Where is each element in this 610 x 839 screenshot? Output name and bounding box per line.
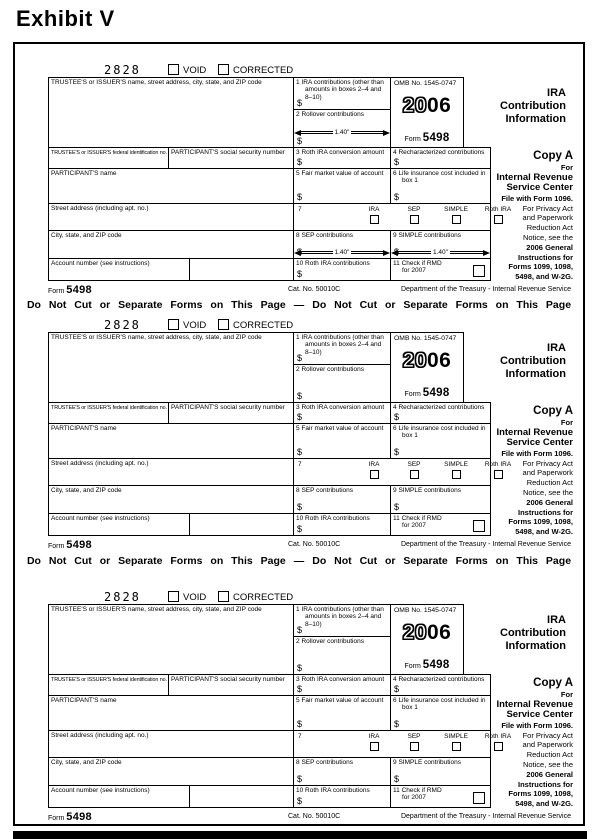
form-title-block: IRA Contribution Information — [500, 87, 566, 125]
do-not-cut-separator: Do Not Cut or Separate Forms on This Page — Do Not Cut or Separate Forms on This Page — [26, 555, 572, 567]
street-address-label: Street address (including apt. no.) — [51, 205, 149, 212]
dollar-sign: $ — [297, 412, 303, 422]
box4-label: 4 Recharacterized contributions — [393, 676, 485, 683]
federal-id-label: TRUSTEE'S or ISSUER'S federal identification no. — [51, 150, 167, 156]
box6-life-insurance-cell — [390, 695, 491, 731]
void-checkbox[interactable] — [168, 591, 179, 602]
participant-name-label: PARTICIPANT'S name — [51, 425, 117, 432]
form-code-row — [15, 318, 583, 331]
box7-account-type-cell — [293, 458, 512, 486]
box10-roth-contributions-cell — [293, 785, 391, 808]
footer-form-number: Form 5498 — [48, 284, 92, 296]
department-line: Department of the Treasury - Internal Revenue Service — [400, 541, 571, 548]
sep-option-label: SEP — [407, 206, 421, 213]
box10-label: 10 Roth IRA contributions — [296, 515, 370, 522]
void-checkbox[interactable] — [168, 319, 179, 330]
box8-label: 8 SEP contributions — [296, 759, 353, 766]
print-code: 2828 — [104, 63, 141, 77]
form-code-row — [15, 590, 583, 603]
dimension-arrow: 1.40" — [294, 249, 390, 256]
dollar-sign: $ — [297, 157, 303, 167]
arrow-left-icon — [294, 247, 303, 257]
box1-ira-contributions-cell — [293, 332, 391, 365]
city-state-zip-label: City, state, and ZIP code — [51, 759, 122, 766]
box5-fair-market-value-cell — [293, 695, 391, 731]
dimension-arrow: 1.40" — [391, 249, 490, 256]
city-state-zip-label: City, state, and ZIP code — [51, 232, 122, 239]
department-line: Department of the Treasury - Internal Revenue Service — [400, 813, 571, 820]
street-address-cell — [48, 458, 294, 486]
participant-name-cell — [48, 168, 294, 204]
box6-life-insurance-cell — [390, 168, 491, 204]
ira-checkbox[interactable] — [370, 470, 379, 479]
street-address-cell — [48, 203, 294, 231]
federal-id-cell — [48, 147, 169, 169]
dollar-sign: $ — [394, 502, 400, 512]
tax-year: 2006 — [402, 349, 452, 372]
dollar-sign: $ — [297, 391, 303, 401]
account-number-label: Account number (see instructions) — [51, 515, 150, 522]
account-number-label: Account number (see instructions) — [51, 260, 150, 267]
corrected-checkbox[interactable] — [218, 319, 229, 330]
federal-id-label: TRUSTEE'S or ISSUER'S federal identification no. — [51, 677, 167, 683]
simple-checkbox[interactable] — [452, 215, 461, 224]
box7-number: 7 — [298, 461, 302, 468]
footer-form-number: Form 5498 — [48, 539, 92, 551]
box11-label: 11 Check if RMD for 2007 — [393, 787, 442, 802]
ssn-label: PARTICIPANT'S social security number — [171, 676, 285, 683]
box11-label: 11 Check if RMD for 2007 — [393, 260, 442, 275]
corrected-label: CORRECTED — [233, 320, 294, 331]
account-cell-divider — [189, 514, 190, 535]
box1-label: 1 IRA contributions (other than amounts in boxes 2–4 and 8–10) — [296, 606, 384, 628]
sep-checkbox[interactable] — [410, 215, 419, 224]
dollar-sign: $ — [297, 136, 303, 146]
box9-label: 9 SIMPLE contributions — [393, 759, 461, 766]
form-footer — [15, 811, 583, 823]
arrow-left-icon — [294, 130, 301, 136]
dollar-sign: $ — [297, 247, 303, 257]
dollar-sign: $ — [394, 247, 400, 257]
box9-simple-contributions-cell — [390, 485, 491, 514]
dollar-sign: $ — [394, 684, 400, 694]
account-number-cell — [48, 513, 294, 536]
corrected-label: CORRECTED — [233, 65, 294, 76]
participant-name-cell — [48, 695, 294, 731]
trustee-name-label: TRUSTEE'S or ISSUER'S name, street address, city, state, and ZIP code — [51, 79, 262, 86]
box6-label: 6 Life insurance cost included in box 1 — [393, 170, 486, 185]
roth-ira-option-label: Roth IRA — [484, 461, 512, 468]
box2-rollover-contributions-cell — [293, 364, 391, 403]
box10-label: 10 Roth IRA contributions — [296, 787, 370, 794]
box2-label: 2 Rollover contributions — [296, 111, 364, 118]
omb-number: OMB No. 1545-0747 — [394, 335, 457, 342]
corrected-checkbox[interactable] — [218, 64, 229, 75]
dollar-sign: $ — [394, 774, 400, 784]
form-grid — [48, 332, 512, 537]
box1-label: 1 IRA contributions (other than amounts in boxes 2–4 and 8–10) — [296, 79, 384, 101]
participant-name-label: PARTICIPANT'S name — [51, 697, 117, 704]
ssn-label: PARTICIPANT'S social security number — [171, 149, 285, 156]
tax-year: 2006 — [402, 94, 452, 117]
form-number-block: Form 5498 — [404, 132, 450, 144]
omb-year-cell — [390, 77, 464, 148]
box8-sep-contributions-cell — [293, 757, 391, 786]
ira-option — [358, 206, 390, 226]
dollar-sign: $ — [394, 192, 400, 202]
dollar-sign: $ — [297, 719, 303, 729]
print-code: 2828 — [104, 318, 141, 332]
omb-number: OMB No. 1545-0747 — [394, 607, 457, 614]
do-not-cut-separator: Do Not Cut or Separate Forms on This Page — Do Not Cut or Separate Forms on This Page — [26, 299, 572, 311]
simple-option — [437, 733, 475, 753]
form-title-block: IRA Contribution Information — [500, 342, 566, 380]
box10-roth-contributions-cell — [293, 513, 391, 536]
city-state-zip-cell — [48, 485, 294, 514]
dollar-sign: $ — [297, 353, 303, 363]
box11-rmd-cell — [390, 785, 491, 808]
box7-account-type-cell — [293, 730, 512, 758]
federal-id-cell — [48, 674, 169, 696]
form-number-block: Form 5498 — [404, 659, 450, 671]
box7-number: 7 — [298, 206, 302, 213]
box5-label: 5 Fair market value of account — [296, 170, 384, 177]
print-code: 2828 — [104, 590, 141, 604]
box4-label: 4 Recharacterized contributions — [393, 149, 485, 156]
omb-number: OMB No. 1545-0747 — [394, 80, 457, 87]
ssn-cell — [168, 402, 294, 424]
box4-recharacterized-cell — [390, 402, 491, 424]
account-number-cell — [48, 785, 294, 808]
page-title: Exhibit V — [16, 6, 115, 31]
sep-option-label: SEP — [407, 733, 421, 740]
city-state-zip-label: City, state, and ZIP code — [51, 487, 122, 494]
arrow-right-icon — [483, 250, 490, 256]
trustee-name-cell — [48, 604, 294, 675]
street-address-label: Street address (including apt. no.) — [51, 732, 149, 739]
copy-a-block: Copy A For Internal Revenue Service Center File with Form 1096. For Privacy Act and Paperwork Reduction Act Notice, see the 2006 General Instructions for Forms 1099, 1098, 5498, and W-2G. — [496, 150, 573, 282]
box4-recharacterized-cell — [390, 147, 491, 169]
box2-label: 2 Rollover contributions — [296, 638, 364, 645]
sep-option-label: SEP — [407, 461, 421, 468]
trustee-name-label: TRUSTEE'S or ISSUER'S name, street address, city, state, and ZIP code — [51, 606, 262, 613]
corrected-checkbox[interactable] — [218, 591, 229, 602]
ira-option — [358, 461, 390, 481]
ssn-cell — [168, 147, 294, 169]
dollar-sign: $ — [297, 684, 303, 694]
box6-label: 6 Life insurance cost included in box 1 — [393, 425, 486, 440]
sep-option — [398, 461, 430, 481]
box11-label: 11 Check if RMD for 2007 — [393, 515, 442, 530]
simple-option-label: SIMPLE — [444, 461, 468, 468]
box7-account-type-cell — [293, 203, 512, 231]
box6-life-insurance-cell — [390, 423, 491, 459]
simple-checkbox[interactable] — [452, 470, 461, 479]
ira-checkbox[interactable] — [370, 742, 379, 751]
box1-ira-contributions-cell — [293, 77, 391, 110]
rmd-checkbox[interactable] — [473, 792, 485, 804]
void-label: VOID — [183, 320, 207, 331]
dollar-sign: $ — [297, 774, 303, 784]
form-grid — [48, 77, 512, 282]
box8-sep-contributions-cell — [293, 230, 391, 259]
participant-name-label: PARTICIPANT'S name — [51, 170, 117, 177]
box3-roth-conversion-cell — [293, 674, 391, 696]
box6-label: 6 Life insurance cost included in box 1 — [393, 697, 486, 712]
dollar-sign: $ — [297, 447, 303, 457]
void-checkbox[interactable] — [168, 64, 179, 75]
department-line: Department of the Treasury - Internal Revenue Service — [400, 286, 571, 293]
box1-ira-contributions-cell — [293, 604, 391, 637]
dollar-sign: $ — [297, 796, 303, 806]
ira-option-label: IRA — [368, 733, 380, 740]
roth-ira-option-label: Roth IRA — [484, 733, 512, 740]
dollar-sign: $ — [297, 663, 303, 673]
rmd-checkbox[interactable] — [473, 265, 485, 277]
form-number-block: Form 5498 — [404, 387, 450, 399]
box2-rollover-contributions-cell — [293, 109, 391, 148]
federal-id-label: TRUSTEE'S or ISSUER'S federal identification no. — [51, 405, 167, 411]
omb-year-cell — [390, 604, 464, 675]
form-title-block: IRA Contribution Information — [500, 614, 566, 652]
dollar-sign: $ — [297, 192, 303, 202]
trustee-name-cell — [48, 77, 294, 148]
account-number-cell — [48, 258, 294, 281]
form-grid — [48, 604, 512, 809]
omb-year-cell — [390, 332, 464, 403]
arrow-left-icon — [391, 247, 400, 257]
box4-label: 4 Recharacterized contributions — [393, 404, 485, 411]
trustee-name-cell — [48, 332, 294, 403]
form-footer — [15, 284, 583, 296]
trustee-name-label: TRUSTEE'S or ISSUER'S name, street address, city, state, and ZIP code — [51, 334, 262, 341]
simple-option — [437, 461, 475, 481]
box7-number: 7 — [298, 733, 302, 740]
ira-option-label: IRA — [368, 206, 380, 213]
form-code-row — [15, 63, 583, 76]
arrow-right-icon — [383, 130, 390, 136]
street-address-label: Street address (including apt. no.) — [51, 460, 149, 467]
account-cell-divider — [189, 259, 190, 280]
box9-simple-contributions-cell — [390, 230, 491, 259]
dollar-sign: $ — [297, 524, 303, 534]
simple-option-label: SIMPLE — [444, 206, 468, 213]
catalog-number: Cat. No. 50010C — [288, 541, 341, 548]
box8-sep-contributions-cell — [293, 485, 391, 514]
box2-rollover-contributions-cell — [293, 636, 391, 675]
dollar-sign: $ — [297, 502, 303, 512]
city-state-zip-cell — [48, 230, 294, 259]
simple-option — [437, 206, 475, 226]
box11-rmd-cell — [390, 258, 491, 281]
box9-simple-contributions-cell — [390, 757, 491, 786]
box5-label: 5 Fair market value of account — [296, 425, 384, 432]
box5-fair-market-value-cell — [293, 423, 391, 459]
ira-option — [358, 733, 390, 753]
dollar-sign: $ — [394, 157, 400, 167]
box8-label: 8 SEP contributions — [296, 487, 353, 494]
dimension-arrow: 1.40" — [294, 129, 390, 136]
simple-option-label: SIMPLE — [444, 733, 468, 740]
account-number-label: Account number (see instructions) — [51, 787, 150, 794]
box3-label: 3 Roth IRA conversion amount — [296, 676, 385, 683]
box9-label: 9 SIMPLE contributions — [393, 232, 461, 239]
federal-id-cell — [48, 402, 169, 424]
box4-recharacterized-cell — [390, 674, 491, 696]
street-address-cell — [48, 730, 294, 758]
box3-label: 3 Roth IRA conversion amount — [296, 149, 385, 156]
corrected-label: CORRECTED — [233, 592, 294, 603]
box3-roth-conversion-cell — [293, 147, 391, 169]
simple-checkbox[interactable] — [452, 742, 461, 751]
box3-roth-conversion-cell — [293, 402, 391, 424]
dollar-sign: $ — [297, 98, 303, 108]
rmd-checkbox[interactable] — [473, 520, 485, 532]
footer-form-number: Form 5498 — [48, 811, 92, 823]
box10-roth-contributions-cell — [293, 258, 391, 281]
form-footer — [15, 539, 583, 551]
box9-label: 9 SIMPLE contributions — [393, 487, 461, 494]
void-label: VOID — [183, 592, 207, 603]
box11-rmd-cell — [390, 513, 491, 536]
catalog-number: Cat. No. 50010C — [288, 813, 341, 820]
tax-year: 2006 — [402, 621, 452, 644]
sep-option — [398, 733, 430, 753]
ira-checkbox[interactable] — [370, 215, 379, 224]
sep-checkbox[interactable] — [410, 742, 419, 751]
copy-a-block: Copy A For Internal Revenue Service Center File with Form 1096. For Privacy Act and Paperwork Reduction Act Notice, see the 2006 General Instructions for Forms 1099, 1098, 5498, and W-2G. — [496, 677, 573, 809]
dollar-sign: $ — [297, 269, 303, 279]
copy-a-block: Copy A For Internal Revenue Service Center File with Form 1096. For Privacy Act and Paperwork Reduction Act Notice, see the 2006 General Instructions for Forms 1099, 1098, 5498, and W-2G. — [496, 405, 573, 537]
box8-label: 8 SEP contributions — [296, 232, 353, 239]
ssn-label: PARTICIPANT'S social security number — [171, 404, 285, 411]
participant-name-cell — [48, 423, 294, 459]
box2-label: 2 Rollover contributions — [296, 366, 364, 373]
dollar-sign: $ — [394, 719, 400, 729]
box3-label: 3 Roth IRA conversion amount — [296, 404, 385, 411]
roth-ira-option-label: Roth IRA — [484, 206, 512, 213]
ira-option-label: IRA — [368, 461, 380, 468]
ssn-cell — [168, 674, 294, 696]
sep-checkbox[interactable] — [410, 470, 419, 479]
city-state-zip-cell — [48, 757, 294, 786]
form-5498-copy-3 — [15, 590, 583, 822]
box5-label: 5 Fair market value of account — [296, 697, 384, 704]
dollar-sign: $ — [394, 447, 400, 457]
box10-label: 10 Roth IRA contributions — [296, 260, 370, 267]
dollar-sign: $ — [297, 625, 303, 635]
void-label: VOID — [183, 65, 207, 76]
box5-fair-market-value-cell — [293, 168, 391, 204]
dollar-sign: $ — [394, 412, 400, 422]
page-edge-bar — [13, 831, 587, 839]
catalog-number: Cat. No. 50010C — [288, 286, 341, 293]
exhibit-frame — [13, 42, 585, 826]
sep-option — [398, 206, 430, 226]
form-5498-copy-2 — [15, 318, 583, 550]
form-5498-copy-1 — [15, 63, 583, 295]
account-cell-divider — [189, 786, 190, 807]
arrow-right-icon — [383, 250, 390, 256]
box1-label: 1 IRA contributions (other than amounts in boxes 2–4 and 8–10) — [296, 334, 384, 356]
